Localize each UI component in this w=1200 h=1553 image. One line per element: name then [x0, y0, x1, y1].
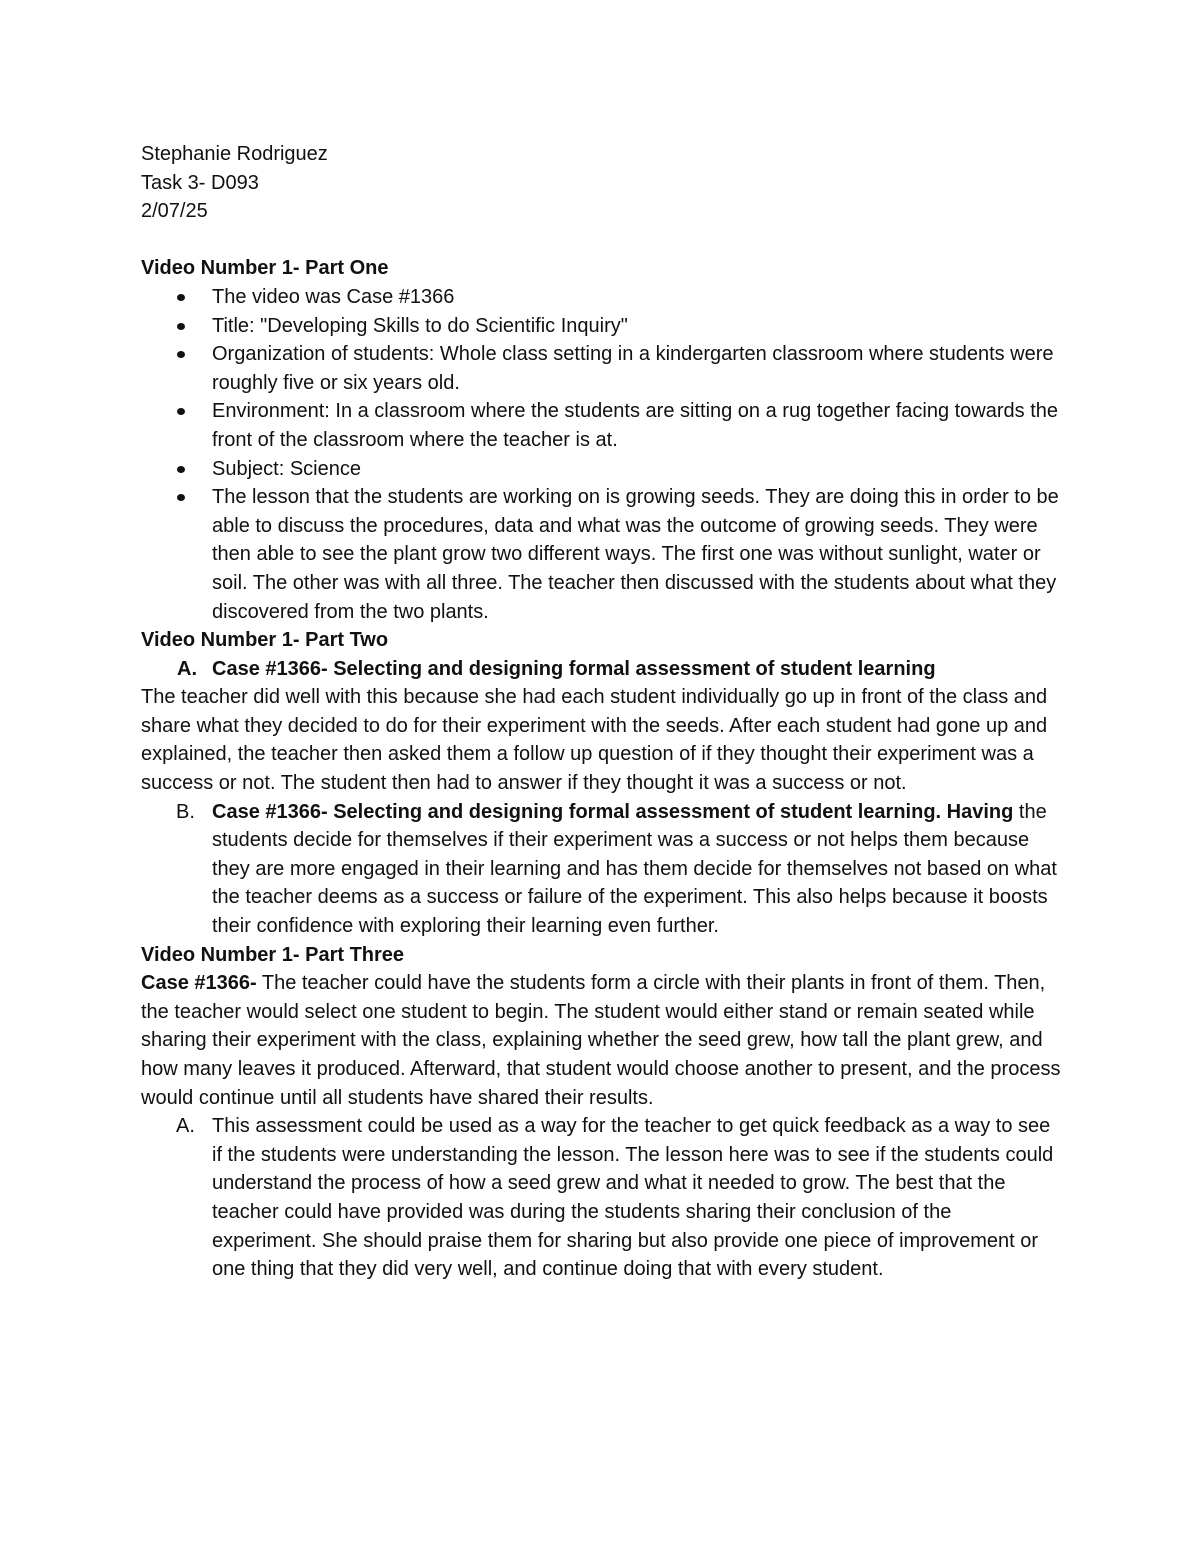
bullet-icon	[177, 494, 185, 501]
part-two-item-b	[141, 798, 1061, 941]
part-one-bullet-list	[141, 283, 1061, 626]
case-label: Case #1366-	[141, 972, 257, 995]
list-item-text: Subject: Science	[212, 457, 361, 480]
list-marker: A.	[176, 1115, 195, 1138]
case-body: The teacher could have the students form a circle with their plants in front of them. Then, the teacher would select one student to begin. The student would either stand or remain seated while sharing their experiment with the class, explaining whether the seed grew, how tall the plant grew, and how many leaves it produced. Afterward, that student would choose another to present, and the process would continue until all students have shared their results.	[141, 972, 1061, 1109]
list-item-text: Organization of students: Whole class setting in a kindergarten classroom where students were roughly five or six years old.	[212, 343, 1054, 394]
document-page	[141, 140, 1061, 1284]
list-marker: B.	[176, 800, 195, 823]
list-item	[141, 283, 1061, 312]
document-date: 2/07/25	[141, 200, 208, 223]
bullet-icon	[177, 294, 185, 301]
task-label: Task 3- D093	[141, 171, 259, 194]
part-one-heading: Video Number 1- Part One	[141, 257, 389, 280]
list-item	[141, 455, 1061, 484]
list-marker: A.	[177, 657, 197, 680]
spacer	[141, 226, 1061, 255]
list-item	[141, 483, 1061, 626]
list-item-text: The lesson that the students are working on is growing seeds. They are doing this in order to be able to discuss the procedures, data and what was the outcome of growing seeds. They were then able to see the plant grow two different ways. The first one was without sunlight, water or soil. The other was with all three. The teacher then discussed with the students about what they discovered from the two plants.	[212, 486, 1059, 623]
list-item-text: Environment: In a classroom where the students are sitting on a rug together facing towards the front of the classroom where the teacher is at.	[212, 400, 1059, 451]
part-two-heading: Video Number 1- Part Two	[141, 629, 389, 652]
item-body: the students decide for themselves if their experiment was a success or not helps them because they are more engaged in their learning and has them decide for themselves not based on what the teacher deems as a success or failure of the experiment. This also helps because it boosts their confidence with exploring their learning even further.	[212, 800, 1057, 938]
bullet-icon	[177, 351, 185, 358]
list-item-text: The video was Case #1366	[212, 285, 455, 308]
part-three-paragraph	[141, 969, 1061, 1112]
item-lead-word: Having	[946, 800, 1014, 823]
list-item-text: Title: "Developing Skills to do Scientific Inquiry"	[212, 314, 628, 337]
part-three-item-a	[141, 1112, 1061, 1284]
item-title: Case #1366- Selecting and designing formal assessment of student learning	[212, 657, 936, 680]
part-three-heading: Video Number 1- Part Three	[141, 943, 405, 966]
bullet-icon	[177, 323, 185, 330]
item-body: This assessment could be used as a way for the teacher to get quick feedback as a way to see if the students were understanding the lesson. The lesson here was to see if the students could understand the process of how a seed grew and what it needed to grow. The best that the teacher could have provided was during the students sharing their conclusion of the experiment. She should praise them for sharing but also provide one piece of improvement or one thing that they did very well, and continue doing that with every student.	[212, 1115, 1054, 1281]
author-name: Stephanie Rodriguez	[141, 143, 328, 165]
list-item	[141, 397, 1061, 454]
item-title: Case #1366- Selecting and designing formal assessment of student learning.	[212, 800, 942, 823]
bullet-icon	[177, 408, 185, 415]
part-two-item-a-title	[141, 655, 1061, 684]
bullet-icon	[177, 466, 185, 473]
list-item	[141, 312, 1061, 341]
part-two-item-a-body: The teacher did well with this because she had each student individually go up in front of the class and share what they decided to do for their experiment with the seeds. After each student had gone up and explained, the teacher then asked them a follow up question of if they thought their experiment was a success or not. The student then had to answer if they thought it was a success or not.	[141, 686, 1048, 795]
list-item	[141, 340, 1061, 397]
